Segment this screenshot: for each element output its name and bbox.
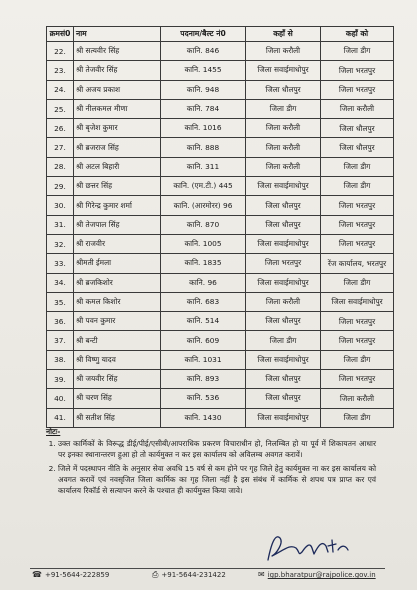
cell-to: जिला भरतपुर	[321, 370, 394, 389]
table-row	[47, 138, 394, 157]
cell-from: जिला धौलपुर	[246, 370, 321, 389]
cell-post: कानि. 311	[161, 157, 246, 176]
cell-to: जिला भरतपुर	[321, 61, 394, 80]
phone-icon: ☎	[32, 570, 42, 579]
header-from: कहाँ से	[246, 27, 321, 42]
cell-name: श्री बन्टी	[74, 331, 161, 350]
cell-name: श्री जयवीर सिंह	[74, 370, 161, 389]
table-row	[47, 157, 394, 176]
cell-name: श्री नीलकमल मीणा	[74, 99, 161, 118]
cell-post: कानि. 784	[161, 99, 246, 118]
table-row	[47, 119, 394, 138]
cell-sr: 31.	[47, 215, 74, 234]
cell-sr: 35.	[47, 292, 74, 311]
cell-name: श्रीमती ईमला	[74, 254, 161, 273]
cell-from: जिला धौलपुर	[246, 215, 321, 234]
cell-post: कानि. 1430	[161, 408, 246, 427]
cell-to: जिला डीग	[321, 42, 394, 61]
cell-sr: 25.	[47, 99, 74, 118]
cell-sr: 33.	[47, 254, 74, 273]
cell-sr: 32.	[47, 234, 74, 253]
cell-to: जिला भरतपुर	[321, 312, 394, 331]
cell-to: जिला भरतपुर	[321, 215, 394, 234]
note-list	[46, 438, 376, 496]
footer-phone	[32, 571, 109, 579]
table-row	[47, 215, 394, 234]
cell-to: जिला भरतपुर	[321, 331, 394, 350]
cell-sr: 26.	[47, 119, 74, 138]
cell-sr: 28.	[47, 157, 74, 176]
table-row	[47, 292, 394, 311]
cell-name: श्री गिरेन्द्र कुमार शर्मा	[74, 196, 161, 215]
cell-from: जिला करौली	[246, 119, 321, 138]
cell-from: जिला धौलपुर	[246, 312, 321, 331]
table-row	[47, 99, 394, 118]
cell-post: कानि. 948	[161, 80, 246, 99]
header-name: नाम	[74, 27, 161, 42]
cell-to: जिला भरतपुर	[321, 80, 394, 99]
cell-from: जिला धौलपुर	[246, 80, 321, 99]
table-row	[47, 234, 394, 253]
cell-post: कानि. 1016	[161, 119, 246, 138]
cell-sr: 23.	[47, 61, 74, 80]
table-row	[47, 331, 394, 350]
cell-to: जिला धौलपुर	[321, 138, 394, 157]
cell-name: श्री अटल बिहारी	[74, 157, 161, 176]
header-sr: क्रमसं0	[47, 27, 74, 42]
cell-name: श्री बृजेश कुमार	[74, 119, 161, 138]
cell-from: जिला डीग	[246, 331, 321, 350]
cell-from: जिला सवाईमाधोपुर	[246, 61, 321, 80]
cell-sr: 38.	[47, 350, 74, 369]
cell-to: जिला डीग	[321, 157, 394, 176]
cell-post: कानि. 1031	[161, 350, 246, 369]
cell-to: जिला भरतपुर	[321, 234, 394, 253]
note-item-2: 2. जिले में पदस्थापन नीति के अनुसार सेवा अवधि 15 वर्ष से कम होने पर गृह जिले हेतु कार्यमुक्त ना कर इस कार्यालय को अवगत करावें एवं नवसृजित जिला कार्मिक का गृह जिला नहीं है इस संबंध में कार्मिक से शपथ पत्र प्राप्त कर एवं कार्यालय रिकॉर्ड से सत्यापन करने के पश्चात ही कार्यमुक्त किया जावे।	[58, 463, 376, 496]
cell-name: श्री राजवीर	[74, 234, 161, 253]
cell-sr: 36.	[47, 312, 74, 331]
cell-from: जिला सवाईमाधोपुर	[246, 273, 321, 292]
header-post: पदनाम/बैल्ट नं0	[161, 27, 246, 42]
cell-sr: 34.	[47, 273, 74, 292]
cell-post: कानि. (आरमोरर) 96	[161, 196, 246, 215]
note-title: नोटः-	[46, 427, 61, 436]
cell-post: कानि. 1835	[161, 254, 246, 273]
cell-name: श्री अजय प्रकाश	[74, 80, 161, 99]
email-icon: ✉	[258, 570, 265, 579]
table-row	[47, 177, 394, 196]
cell-from: जिला सवाईमाधोपुर	[246, 350, 321, 369]
cell-to: जिला सवाईमाधोपुर	[321, 292, 394, 311]
phone-number-2: +91-5644-231422	[161, 571, 226, 579]
fax-icon: ⎙	[152, 570, 159, 579]
cell-sr: 29.	[47, 177, 74, 196]
cell-post: कानि. 846	[161, 42, 246, 61]
cell-sr: 39.	[47, 370, 74, 389]
table-row	[47, 370, 394, 389]
cell-to: जिला करौली	[321, 99, 394, 118]
table-row	[47, 42, 394, 61]
table-header-row	[47, 27, 394, 42]
cell-post: कानि. 1005	[161, 234, 246, 253]
cell-from: जिला सवाईमाधोपुर	[246, 408, 321, 427]
cell-name: श्री कमल किशोर	[74, 292, 161, 311]
cell-name: श्री सत्यवीर सिंह	[74, 42, 161, 61]
header-to: कहाँ को	[321, 27, 394, 42]
cell-from: जिला सवाईमाधोपुर	[246, 234, 321, 253]
footer-rule	[30, 568, 385, 569]
cell-name: श्री ब्रजराज सिंह	[74, 138, 161, 157]
table-row	[47, 273, 394, 292]
cell-post: कानि. 893	[161, 370, 246, 389]
cell-post: कानि. 1455	[161, 61, 246, 80]
cell-to: जिला डीग	[321, 408, 394, 427]
cell-sr: 27.	[47, 138, 74, 157]
cell-to: रेंज कार्यालय, भरतपुर	[321, 254, 394, 273]
cell-sr: 30.	[47, 196, 74, 215]
table-row	[47, 80, 394, 99]
cell-sr: 22.	[47, 42, 74, 61]
cell-from: जिला भरतपुर	[246, 254, 321, 273]
table-row	[47, 254, 394, 273]
cell-name: श्री सतीश सिंह	[74, 408, 161, 427]
cell-from: जिला करौली	[246, 138, 321, 157]
email-address: igp.bharatpur@rajpolice.gov.in	[267, 571, 376, 579]
cell-sr: 24.	[47, 80, 74, 99]
cell-to: जिला डीग	[321, 273, 394, 292]
note-item-1: 1. उक्त कार्मिकों के विरूद्ध डीई/पीई/एसीबी/आपराधिक प्रकरण विचाराधीन हो, निलम्बित हो या पूर्व में शिकायतन आधार पर इनका स्थानान्तरण हुआ हो तो कार्यमुक्त न कर इस कार्यालय को अविलम्ब अवगत करावें।	[58, 438, 376, 460]
cell-from: जिला करौली	[246, 157, 321, 176]
note-section	[46, 426, 376, 499]
cell-from: जिला डीग	[246, 99, 321, 118]
table-row	[47, 312, 394, 331]
table-row	[47, 350, 394, 369]
cell-name: श्री ब्रजकिशोर	[74, 273, 161, 292]
cell-post: कानि. 609	[161, 331, 246, 350]
cell-from: जिला करौली	[246, 42, 321, 61]
cell-post: कानि. 870	[161, 215, 246, 234]
footer-email	[258, 571, 376, 579]
cell-post: कानि. (एम.टी.) 445	[161, 177, 246, 196]
table-row	[47, 196, 394, 215]
footer	[30, 571, 385, 585]
cell-name: श्री चरण सिंह	[74, 389, 161, 408]
cell-to: जिला धौलपुर	[321, 119, 394, 138]
cell-to: जिला डीग	[321, 177, 394, 196]
cell-post: कानि. 536	[161, 389, 246, 408]
cell-from: जिला धौलपुर	[246, 196, 321, 215]
cell-name: श्री विष्णु यादव	[74, 350, 161, 369]
signature	[262, 530, 352, 564]
cell-post: कानि. 683	[161, 292, 246, 311]
table-row	[47, 61, 394, 80]
cell-post: कानि. 96	[161, 273, 246, 292]
cell-post: कानि. 514	[161, 312, 246, 331]
footer-fax	[152, 571, 226, 579]
table-body	[47, 42, 394, 428]
cell-name: श्री तेजपाल सिंह	[74, 215, 161, 234]
cell-from: जिला सवाईमाधोपुर	[246, 177, 321, 196]
table-row	[47, 389, 394, 408]
cell-post: कानि. 888	[161, 138, 246, 157]
cell-sr: 40.	[47, 389, 74, 408]
cell-to: जिला डीग	[321, 350, 394, 369]
cell-sr: 37.	[47, 331, 74, 350]
cell-to: जिला करौली	[321, 389, 394, 408]
table-row	[47, 408, 394, 427]
cell-to: जिला भरतपुर	[321, 196, 394, 215]
cell-name: श्री छत्तर सिंह	[74, 177, 161, 196]
cell-name: श्री तेजवीर सिंह	[74, 61, 161, 80]
cell-from: जिला धौलपुर	[246, 389, 321, 408]
cell-from: जिला करौली	[246, 292, 321, 311]
phone-number-1: +91-5644-222859	[44, 571, 110, 579]
cell-name: श्री पवन कुमार	[74, 312, 161, 331]
transfer-table	[46, 26, 394, 428]
cell-sr: 41.	[47, 408, 74, 427]
